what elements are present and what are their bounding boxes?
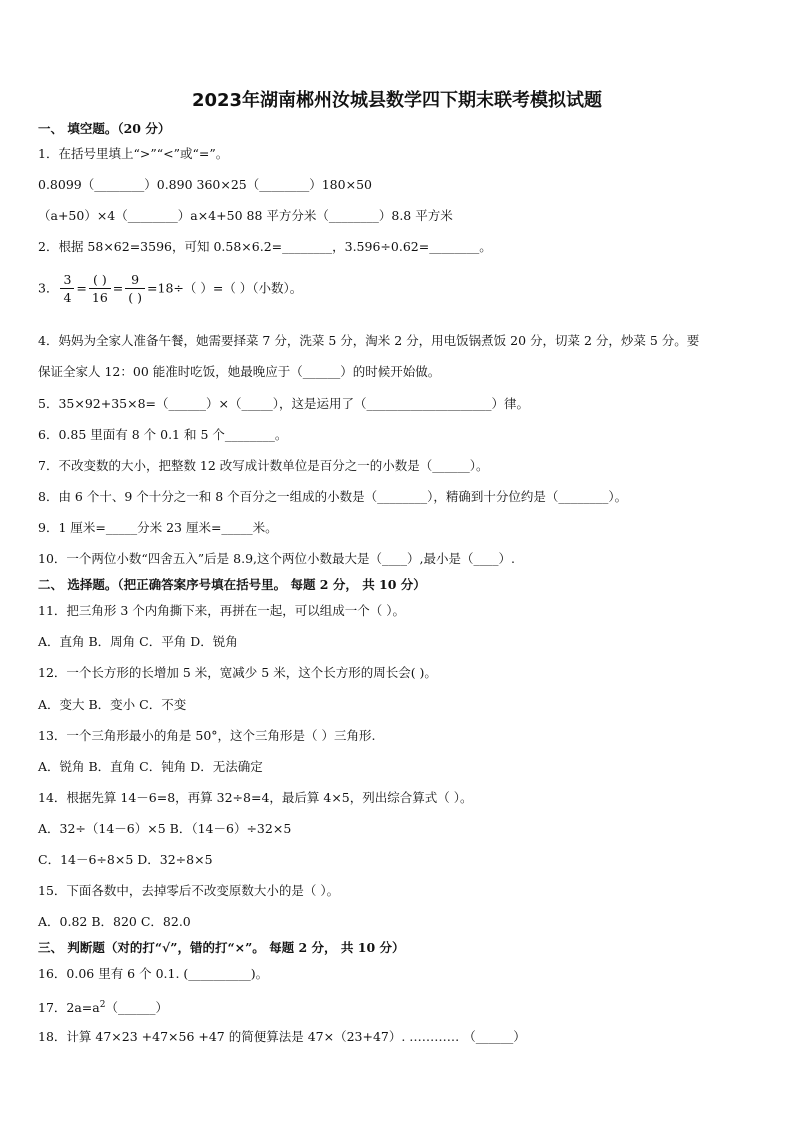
question-9: 9．1 厘米=_____分米 23 厘米=_____米。 bbox=[38, 520, 278, 535]
question-11: 11．把三角形 3 个内角撕下来，再拼在一起，可以组成一个（ ）。 bbox=[38, 603, 406, 618]
question-14-options-ab: A．32÷（14－6）×5 B．（14－6）÷32×5 bbox=[38, 821, 292, 836]
question-14: 14．根据先算 14－6=8，再算 32÷8=4，最后算 4×5，列出综合算式（ ）。 bbox=[38, 790, 473, 805]
question-1-row-a: 0.8099（________）0.890 360×25（________）180×50 bbox=[38, 177, 372, 192]
fraction-blank-16 bbox=[89, 271, 111, 306]
fraction-denominator: 4 bbox=[63, 290, 72, 305]
page-title: 2023年湖南郴州汝城县数学四下期末联考模拟试题 bbox=[191, 90, 603, 111]
question-10: 10．一个两位小数“四舍五入”后是 8.9,这个两位小数最大是（____）,最小是（____）. bbox=[38, 551, 515, 566]
question-17-expression: 17．2a=a bbox=[38, 1000, 100, 1016]
question-18: 18．计算 47×23 +47×56 +47 的简便算法是 47×（23+47）. ………… （______） bbox=[38, 1029, 526, 1044]
equals-sign: = bbox=[76, 280, 87, 296]
equals-sign: = bbox=[112, 280, 124, 296]
question-17-blank: （______） bbox=[105, 1000, 168, 1016]
section-choice-heading: 二、 选择题。（把正确答案序号填在括号里。 每题 2 分， 共 10 分） bbox=[38, 577, 426, 592]
question-3 bbox=[38, 270, 302, 307]
question-8: 8．由 6 个十、9 个十分之一和 8 个百分之一组成的小数是（________），精确到十分位约是（________）。 bbox=[38, 489, 628, 504]
question-12-options: A．变大 B．变小 C．不变 bbox=[38, 697, 187, 712]
question-11-options: A．直角 B．周角 C．平角 D．锐角 bbox=[38, 634, 238, 649]
question-12: 12．一个长方形的长增加 5 米，宽减少 5 米，这个长方形的周长会( )。 bbox=[38, 665, 437, 680]
question-15-options: A．0.82 B．820 C．82.0 bbox=[38, 914, 191, 929]
fraction-numerator: 3 bbox=[60, 271, 74, 289]
section-fill-blank-heading: 一、 填空题。（20 分） bbox=[38, 121, 171, 136]
question-13-options: A．锐角 B．直角 C．钝角 D．无法确定 bbox=[38, 759, 263, 774]
section-judge-heading: 三、 判断题（对的打“√”，错的打“×”。 每题 2 分， 共 10 分） bbox=[38, 940, 405, 955]
question-4-line-1: 4．妈妈为全家人准备午餐，她需要择菜 7 分，洗菜 5 分，淘米 2 分，用电饭锅煮饭 20 分，切菜 2 分，炒菜 5 分。要 bbox=[38, 333, 700, 348]
question-2: 2．根据 58×62=3596，可知 0.58×6.2=________，3.596÷0.62=________。 bbox=[38, 239, 492, 254]
question-17 bbox=[38, 997, 168, 1016]
question-13: 13．一个三角形最小的角是 50°，这个三角形是（ ）三角形. bbox=[38, 728, 376, 743]
question-14-options-cd: C．14－6÷8×5 D．32÷8×5 bbox=[38, 852, 213, 867]
question-1-row-b: （a+50）×4（________）a×4+50 88 平方分米（________）8.8 平方米 bbox=[38, 208, 453, 223]
exponent: 2 bbox=[99, 1000, 106, 1010]
fraction-denominator: 16 bbox=[91, 290, 108, 305]
question-5: 5．35×92+35×8=（______）×（_____），这是运用了（____________________）律。 bbox=[38, 396, 529, 411]
fraction-9-blank bbox=[125, 271, 145, 306]
fraction-numerator: 9 bbox=[125, 271, 145, 289]
question-6: 6．0.85 里面有 8 个 0.1 和 5 个________。 bbox=[38, 427, 288, 442]
question-3-tail: =18÷（ ）=（ ）（小数）。 bbox=[147, 280, 303, 296]
question-7: 7．不改变数的大小，把整数 12 改写成计数单位是百分之一的小数是（______）。 bbox=[38, 458, 489, 473]
question-16: 16．0.06 里有 6 个 0.1. (__________)。 bbox=[38, 966, 269, 981]
fraction-denominator: ( ) bbox=[128, 290, 143, 305]
question-1: 1．在括号里填上“>”“<”或“=”。 bbox=[38, 146, 229, 161]
fraction-numerator: ( ) bbox=[89, 271, 111, 289]
question-4-line-2: 保证全家人 12：00 能准时吃饭，她最晚应于（______）的时候开始做。 bbox=[38, 364, 441, 379]
fraction-3-4 bbox=[60, 271, 74, 306]
question-3-number: 3． bbox=[38, 280, 59, 296]
question-15: 15．下面各数中，去掉零后不改变原数大小的是（ ）。 bbox=[38, 883, 340, 898]
